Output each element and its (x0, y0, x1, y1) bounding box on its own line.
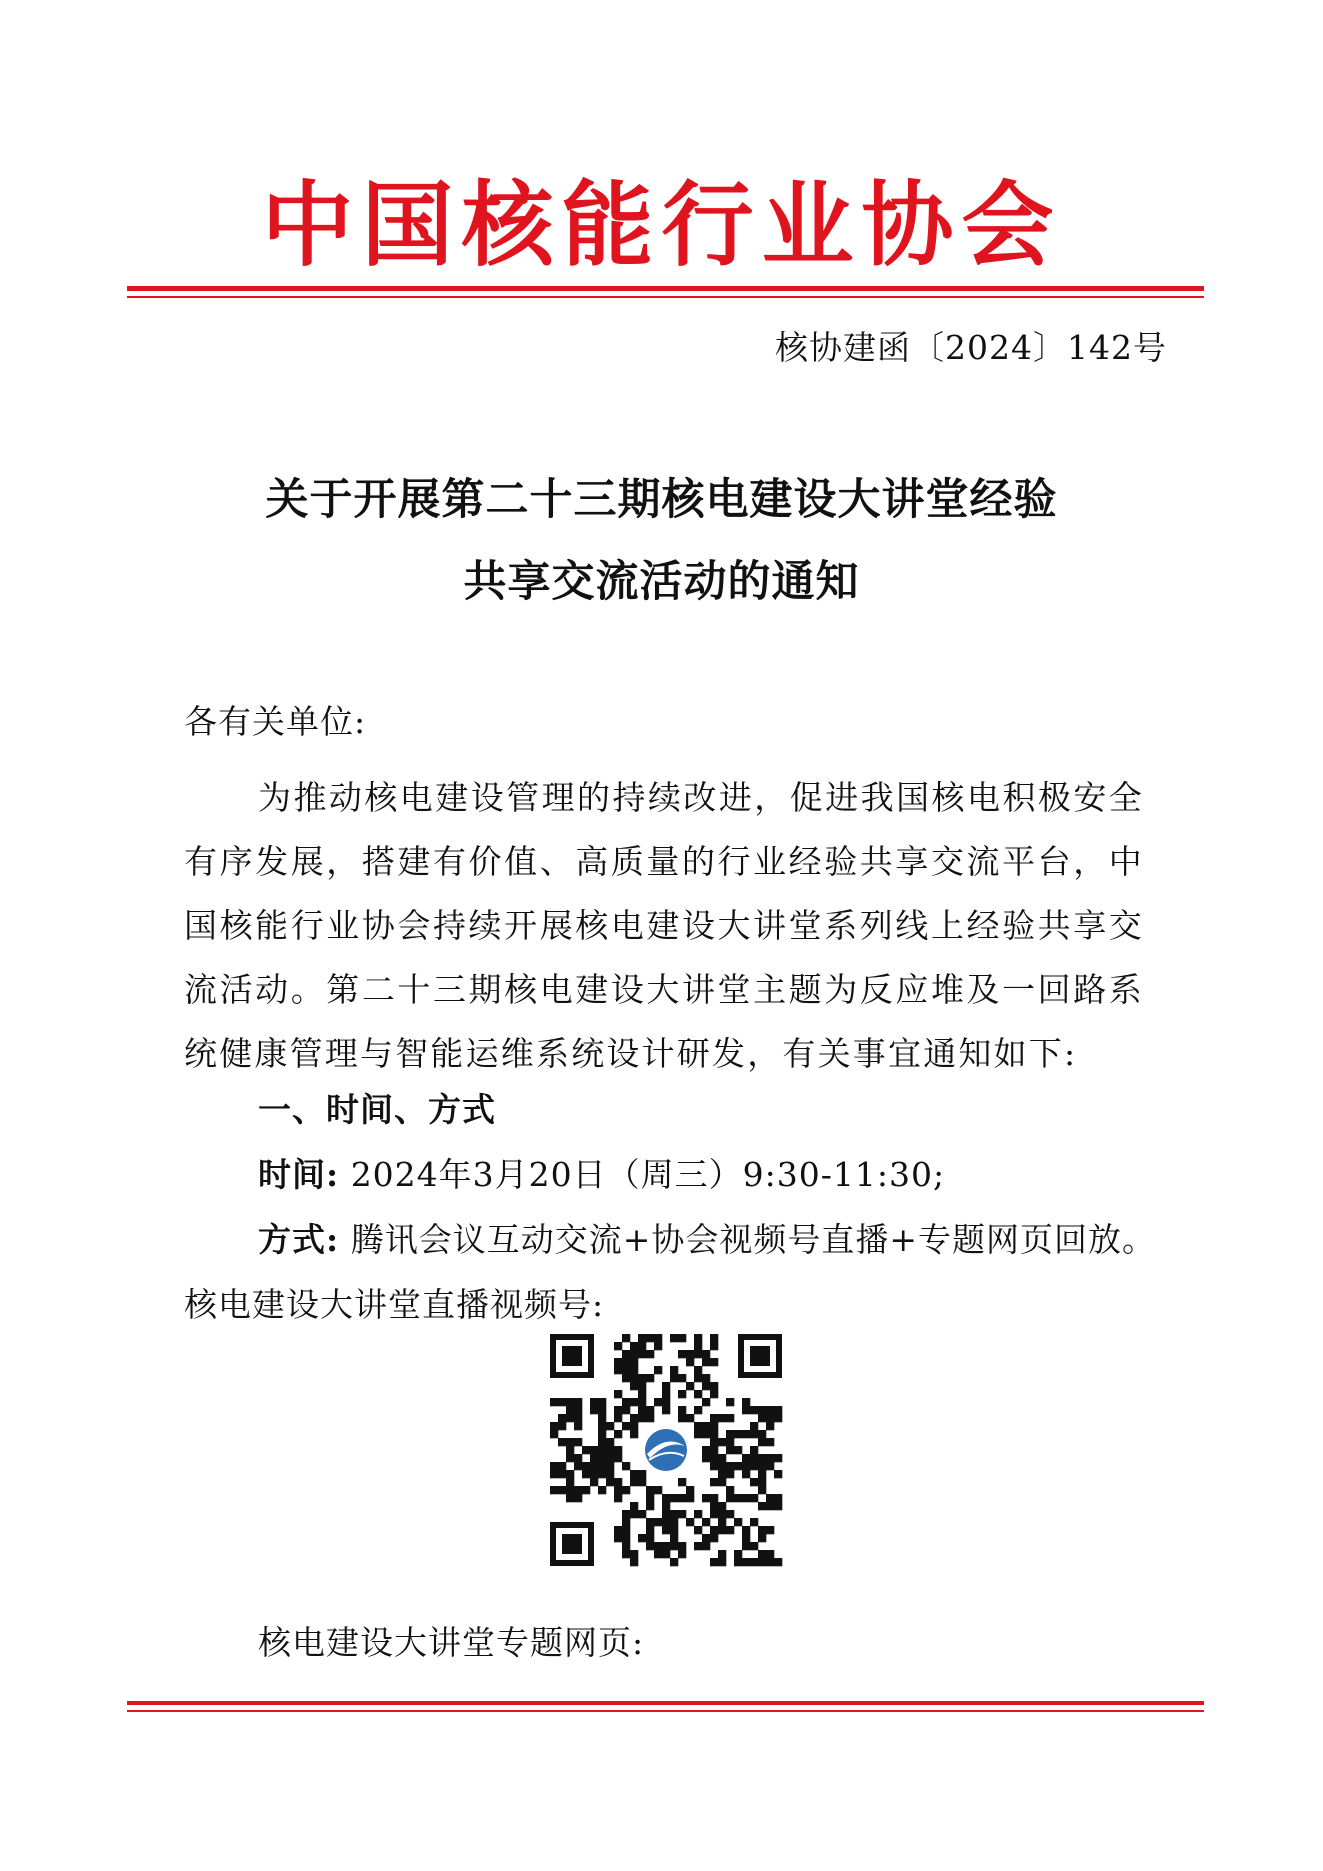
document-title-line-2: 共享交流活动的通知 (463, 557, 860, 607)
organization-name: 中国核能行业协会 (261, 171, 1062, 279)
video-account-label: 核电建设大讲堂直播视频号: (184, 1285, 605, 1324)
qr-code-icon[interactable] (546, 1330, 786, 1570)
method-value: 腾讯会议互动交流+协会视频号直播+专题网页回放。 (350, 1220, 1156, 1259)
document-number: 核协建函〔2024〕142号 (775, 328, 1167, 367)
method-line (258, 1220, 1156, 1260)
time-label: 时间: (258, 1155, 340, 1194)
intro-paragraph: 为推动核电建设管理的持续改进，促进我国核电积极安全有序发展，搭建有价值、高质量的行业经验共享交流平台，中国核能行业协会持续开展核电建设大讲堂系列线上经验共享交流活动。第二十三期核电建设大讲堂主题为反应堆及一回路系统健康管理与智能运维系统设计研发，有关事宜通知如下: (184, 778, 1144, 1073)
header-rule-thick (127, 286, 1204, 291)
header-rule-thin (127, 296, 1204, 298)
time-line (258, 1155, 945, 1195)
method-label: 方式: (258, 1220, 340, 1259)
salutation: 各有关单位: (184, 702, 367, 741)
footer-rule-thick (127, 1701, 1204, 1705)
footer-rule-thin (127, 1710, 1204, 1712)
time-value: 2024年3月20日（周三）9:30-11:30; (350, 1155, 946, 1194)
webpage-label: 核电建设大讲堂专题网页: (258, 1623, 645, 1662)
section-heading-time-method: 一、时间、方式 (258, 1090, 496, 1129)
document-title-line-1: 关于开展第二十三期核电建设大讲堂经验 (265, 475, 1058, 525)
